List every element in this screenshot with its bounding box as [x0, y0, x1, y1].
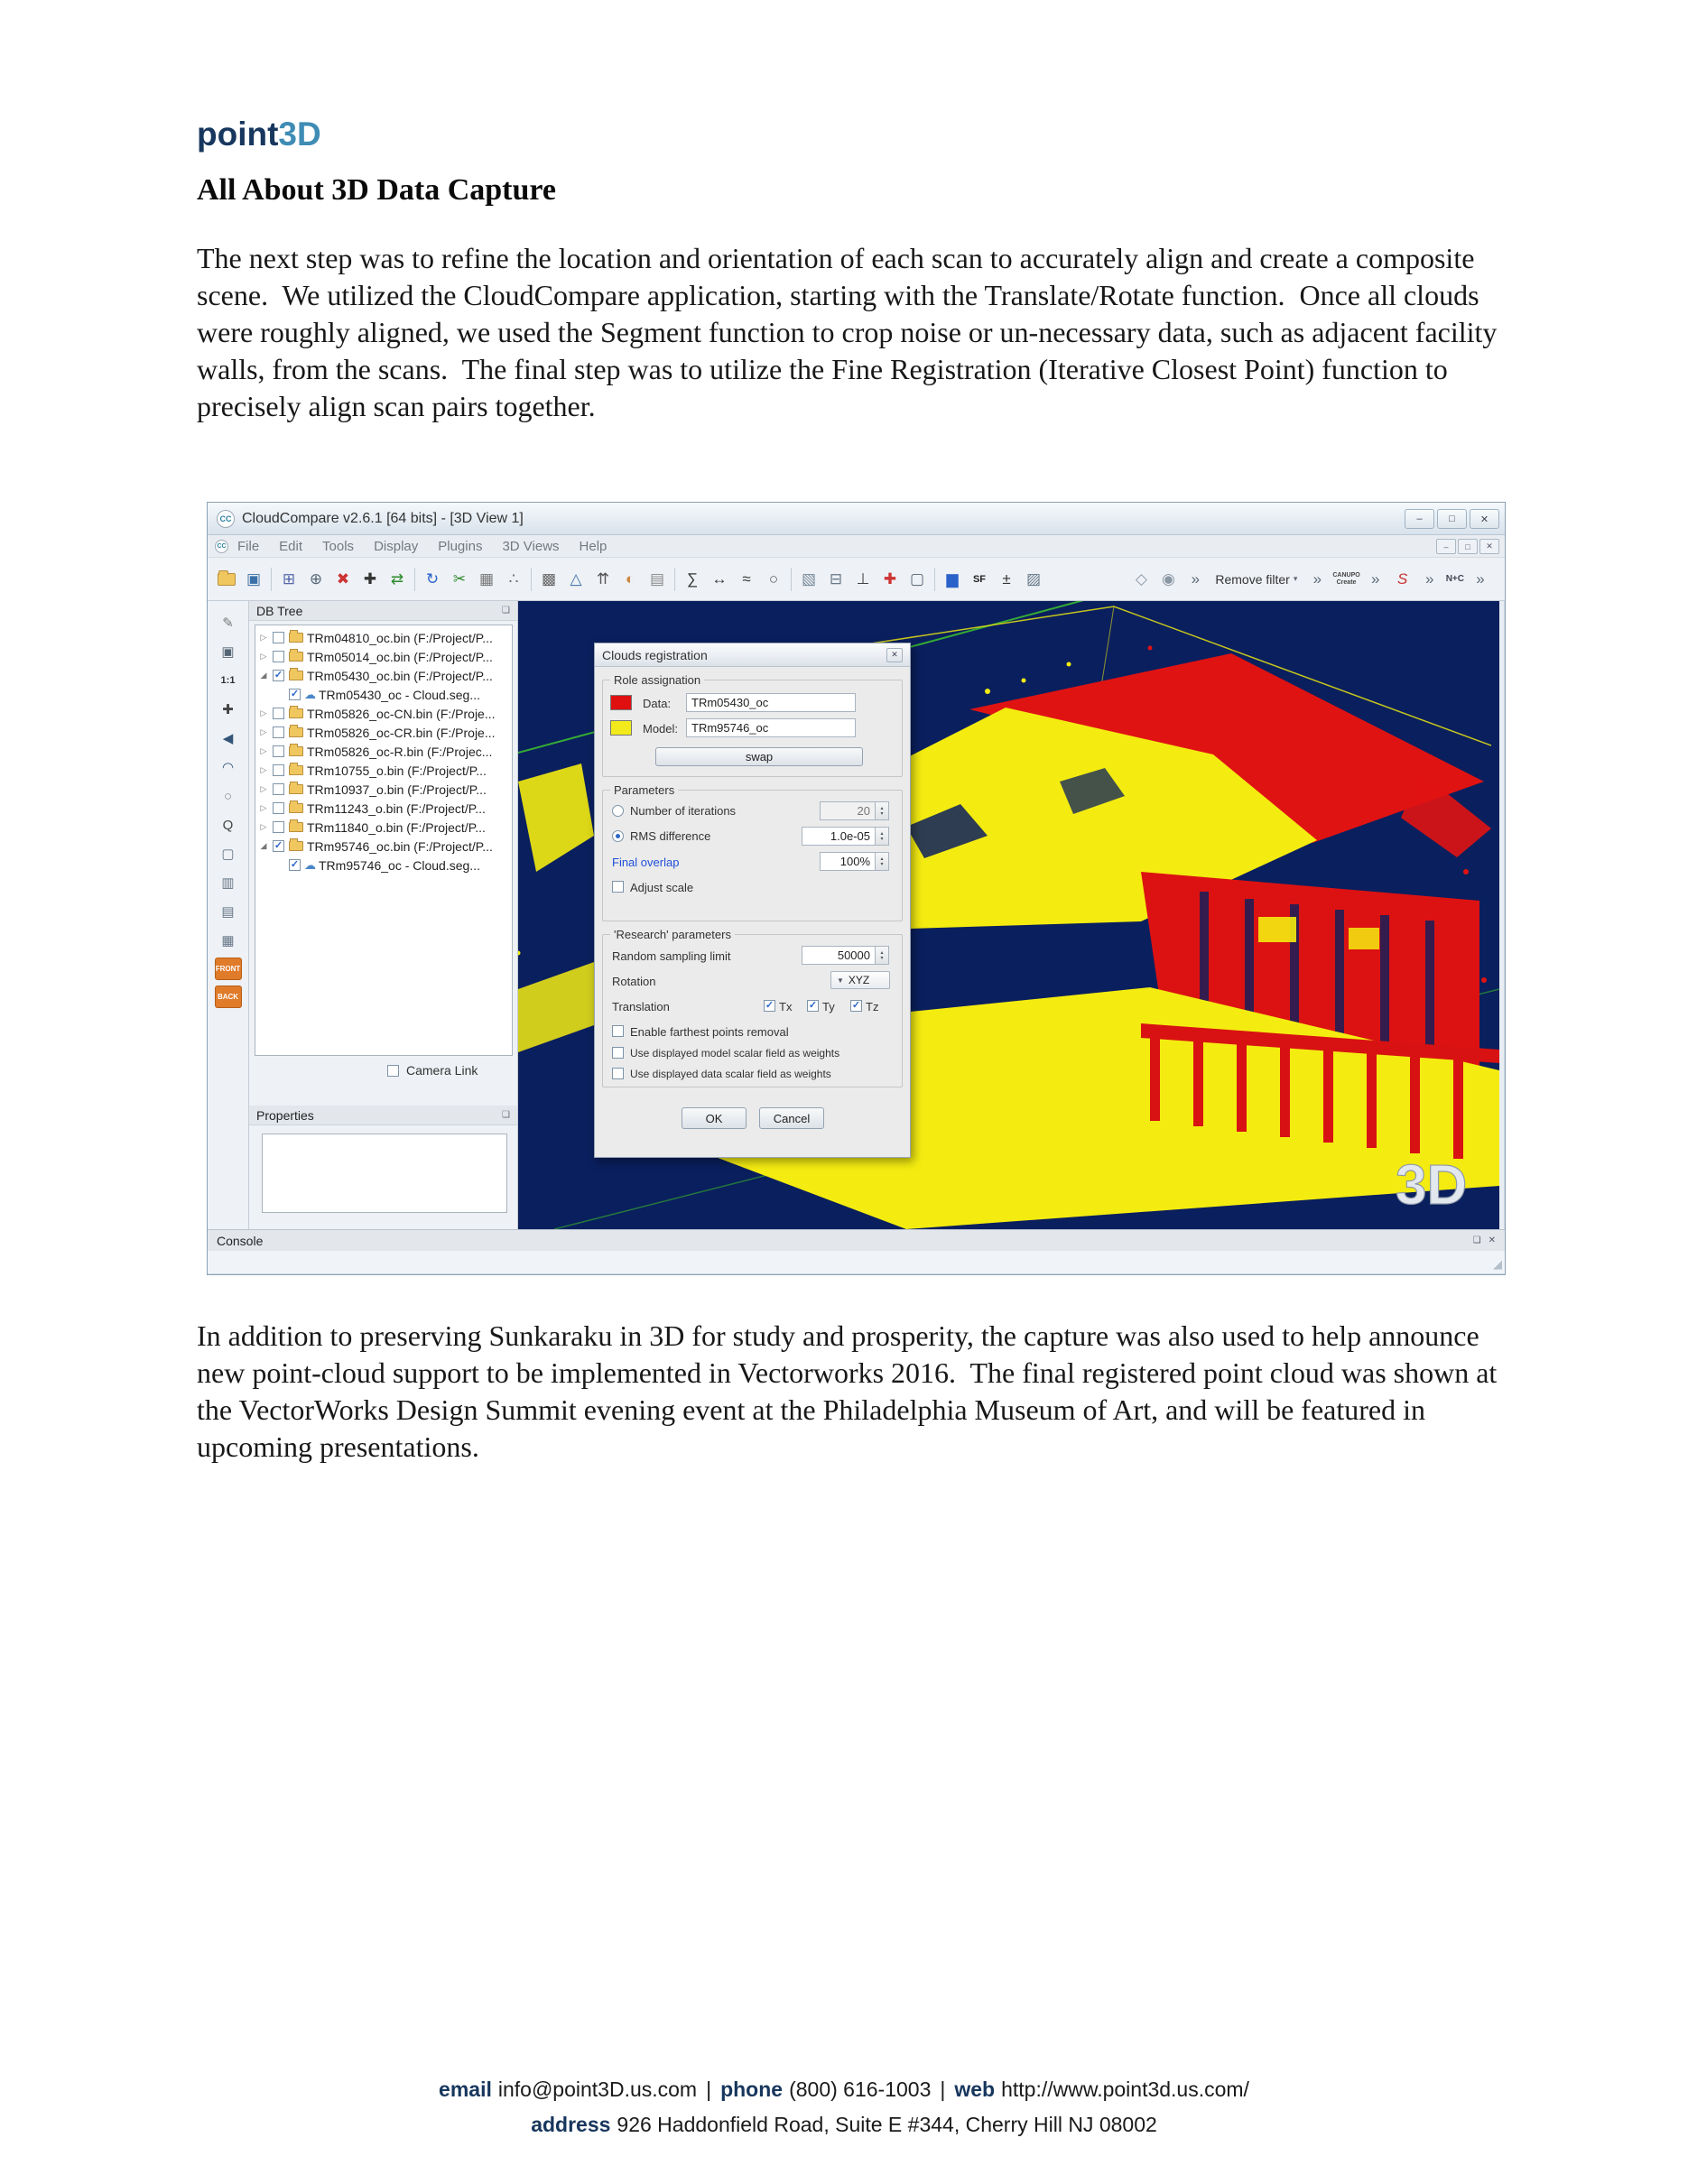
tree-item-label: TRm04810_oc.bin (F:/Project/P... [307, 630, 493, 645]
expand-arrow-icon[interactable]: ▷ [260, 746, 267, 755]
rms-spinner[interactable]: ▴ ▾ [876, 827, 889, 846]
save-icon[interactable]: ▣ [246, 569, 262, 588]
tree-item-label: TRm05014_oc.bin (F:/Project/P... [307, 649, 493, 664]
rms-radio[interactable] [612, 830, 624, 842]
compute-icon[interactable]: ∑ [686, 569, 699, 588]
logo-part2: 3D [278, 116, 321, 153]
dialog-close-button[interactable]: ✕ [886, 648, 903, 662]
ty-checkbox[interactable]: ✓ [808, 1000, 818, 1011]
data-label: Data: [643, 697, 672, 710]
page-footer [0, 2072, 1688, 2142]
data-weights-checkbox[interactable] [612, 1068, 624, 1079]
data-field[interactable]: TRm05430_oc [686, 693, 856, 712]
tree-item[interactable] [255, 704, 512, 723]
footer-contact-line [0, 2072, 1688, 2107]
model-field[interactable]: TRm95746_oc [686, 718, 856, 737]
paragraph-1: The next step was to refine the location and orientation of each scan to accurately align and create a composite scene. We utilized the CloudCompare application, starting with the Translate/Rotate function. Once all clouds were roughly aligned, we used the Segment function to crop noise or un-necessary data, such as adjacent facility walls, from the scans. The final step was to utilize the Fine Registration (Iterative Closest Point) function to precisely align scan pairs together. [197, 242, 1505, 422]
tree-item[interactable] [255, 666, 512, 685]
close-panel-icon[interactable]: ✕ [1488, 1235, 1496, 1245]
footer-web-label: web [954, 2078, 996, 2101]
tree-item-label: TRm10937_o.bin (F:/Project/P... [307, 782, 487, 797]
m3c2-plugin-icon[interactable]: N+C [1445, 574, 1464, 584]
tree-item[interactable] [255, 723, 512, 742]
expand-arrow-icon[interactable]: ▷ [260, 708, 267, 717]
toolbar-separator [791, 568, 792, 591]
color-icon[interactable]: ◐ [625, 569, 635, 588]
rms-input[interactable]: 1.0e-05 [802, 827, 876, 846]
canupo-plugin-icon[interactable]: CANUPO Create [1332, 571, 1360, 586]
resize-grip-icon[interactable]: ◢ [1493, 1257, 1502, 1271]
folder-icon [289, 671, 303, 680]
octree-icon[interactable]: ▩ [541, 569, 557, 588]
model-color-swatch [610, 720, 632, 736]
zoom-fit-icon[interactable]: ✚ [222, 702, 234, 717]
undock-icon[interactable]: ❏ [502, 606, 510, 615]
db-tree-header [249, 601, 517, 621]
mdi-child-icon: CC [215, 540, 228, 553]
final-overlap-input[interactable]: 100% [820, 852, 876, 871]
clipping-box-icon[interactable]: ▧ [801, 569, 817, 588]
minimize-button[interactable]: – [1405, 509, 1434, 529]
research-parameters-group [602, 928, 903, 1087]
folder-icon [289, 841, 303, 851]
histogram-icon[interactable]: ▆ [946, 569, 959, 588]
tz-checkbox[interactable]: ✓ [851, 1000, 861, 1011]
tree-item-checkbox[interactable] [273, 821, 284, 833]
tree-item[interactable] [255, 761, 512, 780]
menu-display[interactable]: Display [374, 538, 419, 554]
cross-section-icon[interactable]: ⊟ [829, 569, 843, 588]
parameters-group [602, 783, 903, 921]
close-button[interactable]: ✕ [1470, 509, 1499, 529]
view-toolbar [208, 601, 249, 1229]
iso-view-icon[interactable]: ▥ [221, 875, 235, 891]
menu-tools[interactable]: Tools [322, 538, 355, 554]
top-view-icon[interactable]: ▤ [221, 904, 235, 920]
tree-item-label: TRm10755_o.bin (F:/Project/P... [307, 763, 487, 778]
properties-title: Properties [256, 1107, 314, 1123]
mdi-minimize-button[interactable]: – [1436, 539, 1456, 554]
overflow-chevron-icon[interactable]: » [1312, 569, 1322, 588]
menu-3d-views[interactable]: 3D Views [502, 538, 560, 554]
rotation-label: Rotation [612, 975, 656, 988]
folder-icon [289, 746, 303, 756]
delete-icon[interactable]: ✖ [336, 569, 350, 588]
tree-item-checkbox[interactable] [273, 632, 284, 643]
mdi-close-button[interactable]: ✕ [1479, 539, 1499, 554]
tree-item[interactable] [255, 837, 512, 856]
paragraph-2: In addition to preserving Sunkaraku in 3D for study and prosperity, the capture was also used to help announce new point-cloud support to be implemented in Vectorworks 2016. The final registered point cloud was shown at the VectorWorks Design Summit evening event at the Philadelphia Museum of Art, and will be featured in upcoming presentations. [197, 1319, 1505, 1463]
tree-item-label: TRm95746_oc - Cloud.seg... [319, 857, 480, 873]
iterations-input[interactable]: 20 [820, 801, 876, 820]
footer-phone-value: (800) 616-1003 [789, 2078, 932, 2101]
tree-item-label: TRm11243_o.bin (F:/Project/P... [307, 800, 486, 816]
db-tree-title: DB Tree [256, 603, 303, 618]
pick-rotation-center-icon[interactable]: ✚ [883, 569, 897, 588]
footer-email-label: email [439, 2078, 492, 2101]
segment-icon[interactable]: ✂ [452, 569, 467, 588]
cloudcompare-window [207, 502, 1506, 1275]
tree-item-label: TRm05430_oc.bin (F:/Project/P... [307, 668, 493, 683]
maximize-button[interactable]: □ [1437, 509, 1467, 529]
research-group-label: 'Research' parameters [610, 928, 735, 941]
eye-icon[interactable]: ◉ [1161, 569, 1175, 588]
folder-icon [289, 784, 303, 794]
role-group-label: Role assignation [610, 673, 704, 687]
tx-label: Tx [779, 1000, 793, 1013]
tree-item[interactable] [255, 818, 512, 837]
camera-link-label: Camera Link [406, 1063, 478, 1078]
level-icon[interactable]: ⊥ [856, 569, 870, 588]
data-color-swatch [610, 695, 632, 710]
footer-separator: | [706, 2078, 712, 2101]
dropdown-caret-icon: ▾ [1293, 574, 1298, 583]
overflow-chevron-icon[interactable]: » [1370, 569, 1380, 588]
rotation-dropdown[interactable] [830, 971, 890, 989]
point-picking-icon[interactable]: ✚ [363, 569, 377, 588]
tree-item-checkbox[interactable]: ✓ [274, 840, 283, 851]
shield-icon[interactable]: ◇ [1135, 569, 1147, 588]
pivot-icon[interactable]: ◀ [222, 731, 234, 746]
swap-button[interactable]: swap [655, 747, 863, 766]
camera-link-checkbox[interactable] [387, 1065, 399, 1077]
subsample-icon[interactable]: ∴ [508, 569, 519, 588]
mesh-icon[interactable]: △ [570, 569, 582, 588]
tree-item-label: TRm05826_oc-R.bin (F:/Projec... [307, 744, 493, 759]
mdi-restore-button[interactable]: □ [1458, 539, 1478, 554]
front-view-icon[interactable]: FRONT [215, 958, 242, 980]
undock-icon[interactable]: ❏ [1472, 1235, 1481, 1245]
rotate-view-icon[interactable]: ◠ [221, 760, 235, 775]
farthest-points-checkbox[interactable] [612, 1025, 624, 1037]
sampling-input[interactable]: 50000 [802, 946, 876, 965]
folder-icon [289, 708, 303, 718]
tx-checkbox[interactable]: ✓ [765, 1000, 774, 1011]
iterations-spinner[interactable]: ▴ ▾ [876, 801, 889, 820]
tree-item[interactable] [255, 742, 512, 761]
role-assignation-group [602, 673, 903, 777]
remove-filter-button[interactable]: Remove filter ▾ [1215, 571, 1298, 587]
expand-arrow-icon[interactable]: ▷ [260, 633, 267, 642]
expand-arrow-icon[interactable]: ▷ [260, 784, 267, 793]
menu-bar [208, 535, 1505, 558]
tree-item-checkbox[interactable]: ✓ [290, 859, 300, 870]
rms-label: RMS difference [630, 829, 711, 843]
sampling-spinner[interactable]: ▴ ▾ [876, 946, 889, 965]
camera-icon[interactable]: ▣ [221, 644, 235, 660]
toolbar-separator [271, 568, 272, 591]
snapshot-icon[interactable]: ▢ [909, 569, 925, 588]
tree-item-checkbox[interactable] [273, 651, 284, 662]
tree-item-checkbox[interactable]: ✓ [290, 689, 300, 699]
undock-icon[interactable]: ❏ [502, 1110, 510, 1120]
ortho-view-icon[interactable]: ▢ [221, 847, 235, 862]
footer-address-value: 926 Haddonfield Road, Suite E #344, Cherry Hill NJ 08002 [617, 2113, 1157, 2136]
tree-item-checkbox[interactable] [273, 783, 284, 795]
plus-minus-icon[interactable]: ± [1002, 569, 1011, 588]
toolbar-separator [414, 568, 415, 591]
overflow-chevron-icon[interactable]: » [1424, 569, 1434, 588]
model-weights-checkbox[interactable] [612, 1047, 624, 1059]
normals-icon[interactable]: ⇈ [596, 569, 610, 588]
cancel-button[interactable]: Cancel [759, 1107, 824, 1129]
footer-address-line [0, 2107, 1688, 2142]
sampling-label: Random sampling limit [612, 949, 731, 963]
tree-item[interactable] [255, 780, 512, 799]
main-toolbar [208, 558, 1505, 601]
menu-file[interactable]: File [237, 538, 260, 554]
tree-item[interactable] [255, 856, 512, 875]
translation-label: Translation [612, 1000, 670, 1013]
tree-item-checkbox[interactable] [273, 726, 284, 738]
folder-icon [289, 765, 303, 775]
window-titlebar[interactable] [208, 503, 1505, 535]
folder-icon [289, 822, 303, 832]
translate-rotate-icon[interactable]: ↻ [425, 569, 440, 588]
toolbar-separator [674, 568, 675, 591]
merge-icon[interactable]: ⊕ [309, 569, 323, 588]
expand-arrow-icon[interactable]: ▷ [260, 652, 267, 661]
tree-item-checkbox[interactable] [273, 745, 284, 757]
sf-arrows-icon[interactable]: SF [972, 573, 987, 585]
console-title: Console [217, 1233, 264, 1248]
overflow-chevron-icon[interactable]: » [1476, 569, 1485, 588]
window-title: CloudCompare v2.6.1 [64 bits] - [3D View 1] [242, 510, 524, 526]
expand-arrow-icon[interactable]: ▷ [260, 822, 267, 831]
model-weights-label: Use displayed model scalar field as weights [630, 1047, 840, 1060]
scale-1-1-icon[interactable]: 1:1 [220, 675, 236, 686]
expand-arrow-icon[interactable]: ▷ [260, 765, 267, 774]
document-title: All About 3D Data Capture [197, 173, 556, 207]
tree-item-checkbox[interactable] [273, 802, 284, 814]
collapse-arrow-icon[interactable]: ◢ [260, 841, 267, 850]
data-weights-label: Use displayed data scalar field as weights [630, 1068, 831, 1080]
3d-watermark: 3D [1396, 1154, 1468, 1217]
point-cloud-icon: ☁ [304, 687, 316, 701]
model-label: Model: [643, 722, 679, 736]
db-tree-panel [249, 601, 518, 1229]
footer-separator: | [940, 2078, 946, 2101]
menu-edit[interactable]: Edit [279, 538, 303, 554]
side-view-icon[interactable]: ▦ [221, 933, 235, 949]
register-icon[interactable]: ⇄ [390, 569, 404, 588]
footer-phone-label: phone [720, 2078, 784, 2101]
collapse-arrow-icon[interactable]: ◢ [260, 671, 267, 680]
tz-label: Tz [866, 1000, 879, 1013]
window-bottom-edge [208, 1251, 1505, 1273]
adjust-scale-checkbox[interactable] [612, 881, 624, 893]
tree-item-label: TRm05430_oc - Cloud.seg... [319, 687, 480, 702]
iterations-label: Number of iterations [630, 804, 737, 818]
zoom-icon[interactable]: Q [222, 817, 234, 833]
properties-header [249, 1106, 517, 1125]
tree-item-checkbox[interactable]: ✓ [274, 670, 283, 680]
open-icon[interactable] [214, 567, 239, 592]
dialog-title: Clouds registration [602, 647, 708, 662]
tree-item-label: TRm95746_oc.bin (F:/Project/P... [307, 838, 493, 854]
menu-help[interactable]: Help [579, 538, 607, 554]
tree-item[interactable] [255, 647, 512, 666]
folder-icon [289, 652, 303, 662]
toolbar-separator [531, 568, 532, 591]
tree-item-label: TRm05826_oc-CR.bin (F:/Proje... [307, 725, 496, 740]
cloudcompare-app-icon: CC [217, 510, 235, 528]
folder-icon [289, 633, 303, 643]
folder-icon [289, 727, 303, 737]
rotation-value: XYZ [848, 974, 870, 986]
folder-icon [289, 803, 303, 813]
ty-label: Ty [822, 1000, 835, 1013]
dropdown-caret-icon: ▼ [837, 976, 844, 985]
distance-icon[interactable]: ↔ [711, 569, 728, 588]
checker-icon[interactable]: ▨ [1025, 569, 1042, 588]
tree-item-checkbox[interactable] [273, 708, 284, 719]
scalar-field-icon[interactable]: ▤ [649, 569, 665, 588]
tree-item[interactable] [255, 628, 512, 647]
open-icon [218, 573, 236, 586]
camera-link-row [385, 1063, 478, 1078]
clouds-registration-dialog [594, 643, 911, 1158]
ok-button[interactable]: OK [682, 1107, 747, 1129]
edit-icon[interactable]: ✎ [222, 615, 234, 631]
iterations-radio[interactable] [612, 805, 624, 817]
tree-item[interactable] [255, 685, 512, 704]
clone-icon[interactable]: ⊞ [282, 569, 296, 588]
qssa-plugin-icon[interactable]: S [1397, 569, 1408, 588]
final-overlap-spinner[interactable]: ▴ ▾ [876, 852, 889, 871]
db-tree-list [255, 625, 513, 1056]
farthest-points-label: Enable farthest points removal [630, 1025, 789, 1039]
point3d-logo [197, 116, 321, 153]
parameters-group-label: Parameters [610, 783, 678, 797]
logo-part1: point [197, 116, 279, 153]
expand-arrow-icon[interactable]: ▷ [260, 803, 267, 812]
footer-email-value: info@point3D.us.com [497, 2078, 698, 2101]
expand-arrow-icon[interactable]: ▷ [260, 727, 267, 736]
properties-content [262, 1134, 507, 1213]
dialog-titlebar[interactable] [595, 643, 910, 667]
back-view-icon[interactable]: BACK [215, 986, 242, 1008]
light-icon[interactable]: ○ [223, 788, 233, 804]
tree-item[interactable] [255, 799, 512, 818]
fit-sphere-icon[interactable]: ○ [768, 569, 779, 588]
point-cloud-icon: ☁ [304, 857, 316, 872]
statistics-icon[interactable]: ≈ [742, 569, 751, 588]
tree-item-label: TRm11840_o.bin (F:/Project/P... [307, 819, 486, 835]
crop-icon[interactable]: ▦ [478, 569, 495, 588]
footer-address-label: address [531, 2113, 611, 2136]
footer-web-value: http://www.point3d.us.com/ [1001, 2078, 1249, 2101]
tree-item-label: TRm05826_oc-CN.bin (F:/Proje... [307, 706, 496, 721]
toolbar-separator [934, 568, 935, 591]
tree-item-checkbox[interactable] [273, 764, 284, 776]
final-overlap-label: Final overlap [612, 856, 680, 869]
overflow-chevron-icon[interactable]: » [1191, 569, 1201, 588]
adjust-scale-label: Adjust scale [630, 881, 694, 894]
console-panel-header[interactable] [208, 1229, 1505, 1251]
menu-plugins[interactable]: Plugins [438, 538, 483, 554]
